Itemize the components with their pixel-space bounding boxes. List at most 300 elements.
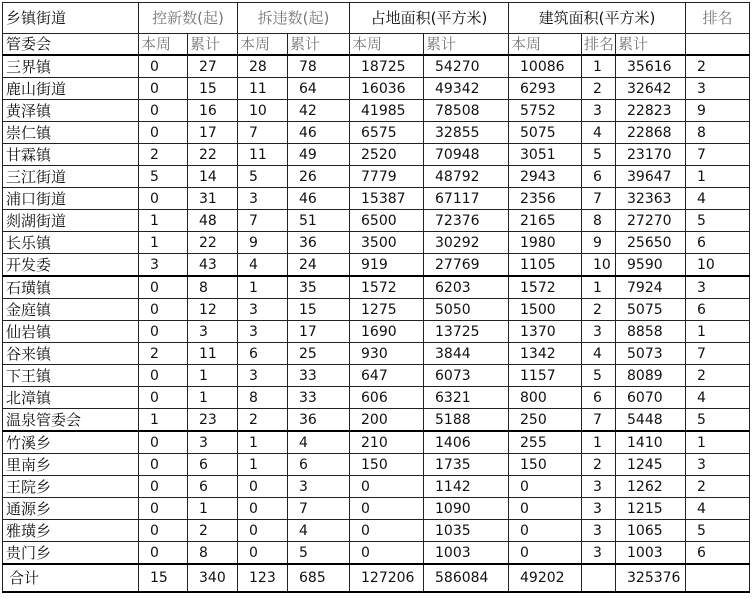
table-cell: 13725: [424, 321, 509, 343]
table-cell: 123: [238, 564, 288, 592]
table-cell: 6575: [350, 122, 424, 144]
table-cell: 5: [686, 520, 750, 542]
table-cell-name: 谷来镇: [3, 343, 139, 365]
table-row: [3, 232, 750, 254]
table-row: [3, 542, 750, 565]
table-cell: 5752: [509, 100, 582, 122]
table-cell: 1: [238, 431, 288, 454]
table-cell-name: 剡湖街道: [3, 210, 139, 232]
table-cell: 1735: [424, 454, 509, 476]
table-cell: 22868: [616, 122, 686, 144]
table-cell: 48: [188, 210, 238, 232]
table-cell: 6203: [424, 276, 509, 299]
table-cell: 36: [288, 232, 350, 254]
statistics-sheet: [2, 2, 749, 593]
table-cell: 7: [686, 343, 750, 365]
table-cell-name: 温泉管委会: [3, 409, 139, 432]
total-row: [3, 564, 750, 592]
table-cell: 41985: [350, 100, 424, 122]
table-cell: 5075: [509, 122, 582, 144]
table-cell-name: 三界镇: [3, 55, 139, 78]
table-row: [3, 476, 750, 498]
table-cell: 11: [238, 78, 288, 100]
table-cell: 6293: [509, 78, 582, 100]
table-row: [3, 55, 750, 78]
header-sub-total: 累计: [616, 34, 686, 56]
table-cell: 210: [350, 431, 424, 454]
table-cell: 12: [188, 299, 238, 321]
table-cell: 5: [139, 166, 188, 188]
table-cell: 1142: [424, 476, 509, 498]
table-cell: 3: [582, 520, 616, 542]
header-sub-empty: [686, 34, 750, 56]
table-cell: 3: [686, 276, 750, 299]
table-cell: 11: [188, 343, 238, 365]
table-cell: 5: [686, 210, 750, 232]
table-cell: 22: [188, 232, 238, 254]
table-cell-name: 三江街道: [3, 166, 139, 188]
table-cell: 10: [582, 254, 616, 277]
table-cell: 23: [188, 409, 238, 432]
table-row: [3, 299, 750, 321]
table-cell: 1342: [509, 343, 582, 365]
table-cell: 0: [139, 188, 188, 210]
table-cell: 1245: [616, 454, 686, 476]
table-cell: 1: [582, 55, 616, 78]
table-cell: 1035: [424, 520, 509, 542]
table-cell: 150: [509, 454, 582, 476]
table-cell: 0: [139, 100, 188, 122]
table-cell: 15: [288, 299, 350, 321]
table-cell: 2356: [509, 188, 582, 210]
header-sub-week: 本周: [238, 34, 288, 56]
table-cell: 1157: [509, 365, 582, 387]
table-cell: 3: [188, 431, 238, 454]
table-cell: 1370: [509, 321, 582, 343]
table-row: [3, 387, 750, 409]
table-cell: 17: [288, 321, 350, 343]
table-cell: 8089: [616, 365, 686, 387]
table-cell: 0: [509, 498, 582, 520]
table-cell: 6: [686, 232, 750, 254]
table-cell: 685: [288, 564, 350, 592]
table-cell: 919: [350, 254, 424, 277]
table-cell-name: 竹溪乡: [3, 431, 139, 454]
header-row-2: [3, 34, 750, 56]
table-cell: 17: [188, 122, 238, 144]
statistics-table: [2, 2, 750, 593]
table-cell: 22823: [616, 100, 686, 122]
table-cell: 7924: [616, 276, 686, 299]
table-cell: 1406: [424, 431, 509, 454]
table-row: [3, 343, 750, 365]
table-row: [3, 144, 750, 166]
table-cell: 0: [509, 520, 582, 542]
table-cell: 5448: [616, 409, 686, 432]
table-row: [3, 100, 750, 122]
table-cell: 2: [686, 365, 750, 387]
table-cell-name: 王院乡: [3, 476, 139, 498]
table-cell: 8858: [616, 321, 686, 343]
table-cell: 11: [238, 144, 288, 166]
table-cell-name: 下王镇: [3, 365, 139, 387]
table-cell: 930: [350, 343, 424, 365]
header-rank: 排名: [686, 3, 750, 34]
table-cell: 1980: [509, 232, 582, 254]
table-cell: 1003: [616, 542, 686, 565]
header-name: 乡镇街道: [3, 3, 139, 34]
table-cell: 10: [686, 254, 750, 277]
table-cell: 0: [350, 476, 424, 498]
table-row: [3, 210, 750, 232]
table-cell: 32855: [424, 122, 509, 144]
table-cell: 0: [238, 476, 288, 498]
table-cell: 24: [288, 254, 350, 277]
table-cell: 4: [288, 431, 350, 454]
table-cell: 3: [582, 321, 616, 343]
table-cell: 606: [350, 387, 424, 409]
table-cell: 23170: [616, 144, 686, 166]
table-cell: 2: [686, 55, 750, 78]
table-cell: 200: [350, 409, 424, 432]
table-cell: 2: [188, 520, 238, 542]
table-cell: 15387: [350, 188, 424, 210]
table-cell-name: 贵门乡: [3, 542, 139, 565]
table-cell: 0: [139, 299, 188, 321]
table-cell: 647: [350, 365, 424, 387]
table-cell: 0: [350, 542, 424, 565]
table-row: [3, 431, 750, 454]
table-cell: 3: [686, 454, 750, 476]
table-cell: 8: [582, 210, 616, 232]
table-cell: 2: [238, 409, 288, 432]
table-cell: 10: [238, 100, 288, 122]
table-cell: 33: [288, 387, 350, 409]
table-cell-name: 浦口街道: [3, 188, 139, 210]
table-cell-name: 黄泽镇: [3, 100, 139, 122]
table-cell: 39647: [616, 166, 686, 188]
table-cell: 1105: [509, 254, 582, 277]
table-cell: 3: [238, 321, 288, 343]
table-cell: 3: [188, 321, 238, 343]
table-cell: 32642: [616, 78, 686, 100]
table-cell: 5073: [616, 343, 686, 365]
table-cell: 3: [238, 299, 288, 321]
table-cell: 0: [139, 365, 188, 387]
table-cell: 6073: [424, 365, 509, 387]
table-cell: 1: [188, 387, 238, 409]
table-cell: 0: [139, 276, 188, 299]
table-cell: 8: [188, 276, 238, 299]
table-cell: 3: [238, 188, 288, 210]
table-cell: 3: [582, 476, 616, 498]
table-cell: 6: [288, 454, 350, 476]
table-cell: 5075: [616, 299, 686, 321]
table-cell: 2943: [509, 166, 582, 188]
table-cell: 0: [139, 122, 188, 144]
table-cell: 0: [238, 542, 288, 565]
table-cell: 7: [238, 210, 288, 232]
table-cell: 27: [188, 55, 238, 78]
table-row: [3, 166, 750, 188]
table-cell: 6: [188, 476, 238, 498]
table-cell: 2: [686, 476, 750, 498]
table-cell: 32363: [616, 188, 686, 210]
table-cell-name: 长乐镇: [3, 232, 139, 254]
table-cell: 2: [139, 144, 188, 166]
table-cell: 1090: [424, 498, 509, 520]
header-name-2: 管委会: [3, 34, 139, 56]
table-cell: 7779: [350, 166, 424, 188]
table-cell: 5: [686, 409, 750, 432]
table-cell: 3: [288, 476, 350, 498]
table-row: [3, 78, 750, 100]
table-cell: 3: [238, 365, 288, 387]
table-cell: 3: [582, 498, 616, 520]
table-cell: 0: [238, 498, 288, 520]
table-cell: 2165: [509, 210, 582, 232]
table-cell: 33: [288, 365, 350, 387]
table-cell: 1003: [424, 542, 509, 565]
table-cell: 42: [288, 100, 350, 122]
table-cell: 1215: [616, 498, 686, 520]
table-cell: 1065: [616, 520, 686, 542]
header-sub-total: 累计: [288, 34, 350, 56]
table-cell: 6: [188, 454, 238, 476]
table-cell: [582, 564, 616, 592]
header-row-1: [3, 3, 750, 34]
table-cell: 0: [509, 476, 582, 498]
table-row: [3, 254, 750, 277]
table-row: [3, 454, 750, 476]
table-cell: 1: [686, 321, 750, 343]
table-cell: 54270: [424, 55, 509, 78]
table-cell: 3500: [350, 232, 424, 254]
table-cell: 0: [139, 476, 188, 498]
table-cell: 28: [238, 55, 288, 78]
table-cell: 43: [188, 254, 238, 277]
table-cell: 31: [188, 188, 238, 210]
table-cell: 3: [139, 254, 188, 277]
table-cell: 0: [139, 520, 188, 542]
table-cell: 5: [288, 542, 350, 565]
table-cell: 9: [582, 232, 616, 254]
table-cell: 1572: [509, 276, 582, 299]
table-cell-name: 甘霖镇: [3, 144, 139, 166]
table-cell: 1: [188, 498, 238, 520]
table-row: [3, 520, 750, 542]
header-sub-total: 累计: [188, 34, 238, 56]
table-cell: 0: [509, 542, 582, 565]
table-cell: 1: [139, 232, 188, 254]
table-cell: 0: [139, 542, 188, 565]
table-cell-name: 金庭镇: [3, 299, 139, 321]
table-cell: 78508: [424, 100, 509, 122]
table-cell: 1: [139, 409, 188, 432]
table-cell: 586084: [424, 564, 509, 592]
table-cell: 0: [139, 387, 188, 409]
table-cell: 4: [686, 387, 750, 409]
table-cell: 6: [238, 343, 288, 365]
table-cell: 6070: [616, 387, 686, 409]
table-cell: 36: [288, 409, 350, 432]
table-cell: 3: [582, 542, 616, 565]
table-cell: 7: [288, 498, 350, 520]
table-cell-name: 崇仁镇: [3, 122, 139, 144]
table-cell: 4: [582, 122, 616, 144]
table-cell: 18725: [350, 55, 424, 78]
table-cell: 6500: [350, 210, 424, 232]
table-cell: 3: [686, 78, 750, 100]
table-cell: 3051: [509, 144, 582, 166]
table-cell: 0: [350, 498, 424, 520]
table-cell: 30292: [424, 232, 509, 254]
header-group-new-control: 控新数(起): [139, 3, 238, 34]
table-cell: 4: [686, 188, 750, 210]
table-cell: 127206: [350, 564, 424, 592]
table-cell: 49342: [424, 78, 509, 100]
table-cell: 3844: [424, 343, 509, 365]
table-cell: 3: [582, 100, 616, 122]
table-row: [3, 498, 750, 520]
table-cell: 1: [139, 210, 188, 232]
table-cell: 0: [139, 321, 188, 343]
table-cell: 6: [686, 299, 750, 321]
table-cell: 800: [509, 387, 582, 409]
table-cell: 8: [686, 122, 750, 144]
table-cell: 6: [582, 166, 616, 188]
table-cell: 9: [238, 232, 288, 254]
table-cell: 2: [582, 78, 616, 100]
table-cell-name: 开发委: [3, 254, 139, 277]
table-cell: 4: [288, 520, 350, 542]
table-cell: 1: [238, 454, 288, 476]
table-cell: 15: [139, 564, 188, 592]
table-cell: 5188: [424, 409, 509, 432]
table-cell: 22: [188, 144, 238, 166]
table-cell: 0: [350, 520, 424, 542]
table-cell: 0: [238, 520, 288, 542]
table-cell: 27270: [616, 210, 686, 232]
table-cell: 5: [238, 166, 288, 188]
header-sub-week: 本周: [350, 34, 424, 56]
table-cell: 2: [582, 454, 616, 476]
table-cell: 48792: [424, 166, 509, 188]
table-cell: 14: [188, 166, 238, 188]
table-cell: 8: [238, 387, 288, 409]
table-row: [3, 409, 750, 432]
header-sub-rank: 排名: [582, 34, 616, 56]
table-cell: 51: [288, 210, 350, 232]
header-group-building-area: 建筑面积(平方米): [509, 3, 686, 34]
table-cell: 35616: [616, 55, 686, 78]
table-cell: 0: [139, 78, 188, 100]
table-cell: 7: [686, 144, 750, 166]
table-cell-name: 北漳镇: [3, 387, 139, 409]
table-cell: 16: [188, 100, 238, 122]
table-cell: 6: [686, 542, 750, 565]
table-cell: 16036: [350, 78, 424, 100]
header-sub-week: 本周: [509, 34, 582, 56]
table-cell: 325376: [616, 564, 686, 592]
table-cell: [686, 564, 750, 592]
table-cell: 0: [139, 431, 188, 454]
table-cell: 4: [686, 498, 750, 520]
table-cell: 2: [582, 299, 616, 321]
table-cell: 0: [139, 454, 188, 476]
table-cell: 72376: [424, 210, 509, 232]
table-cell: 1690: [350, 321, 424, 343]
table-cell: 1275: [350, 299, 424, 321]
table-cell: 25: [288, 343, 350, 365]
table-cell: 2520: [350, 144, 424, 166]
table-cell: 1262: [616, 476, 686, 498]
table-cell: 1: [582, 431, 616, 454]
table-cell: 64: [288, 78, 350, 100]
table-cell: 27769: [424, 254, 509, 277]
table-cell: 78: [288, 55, 350, 78]
table-cell: 255: [509, 431, 582, 454]
table-cell: 2: [139, 343, 188, 365]
header-group-land-area: 占地面积(平方米): [350, 3, 509, 34]
table-cell: 9: [686, 100, 750, 122]
table-cell: 1: [238, 276, 288, 299]
table-cell: 150: [350, 454, 424, 476]
table-cell: 26: [288, 166, 350, 188]
table-cell: 4: [238, 254, 288, 277]
table-cell: 6: [582, 387, 616, 409]
table-cell: 1: [686, 166, 750, 188]
table-cell-name: 雅璜乡: [3, 520, 139, 542]
table-cell: 4: [582, 343, 616, 365]
table-row: [3, 122, 750, 144]
table-cell: 1: [686, 431, 750, 454]
table-cell: 1: [582, 276, 616, 299]
table-cell: 7: [238, 122, 288, 144]
table-cell-name: 仙岩镇: [3, 321, 139, 343]
table-cell: 5: [582, 365, 616, 387]
header-sub-week: 本周: [139, 34, 188, 56]
table-cell: 70948: [424, 144, 509, 166]
table-cell: 1410: [616, 431, 686, 454]
table-cell-name: 通源乡: [3, 498, 139, 520]
table-cell: 1: [188, 365, 238, 387]
table-cell: 46: [288, 188, 350, 210]
table-cell: 0: [139, 55, 188, 78]
table-row: [3, 365, 750, 387]
table-cell: 15: [188, 78, 238, 100]
table-cell: 25650: [616, 232, 686, 254]
table-cell: 1500: [509, 299, 582, 321]
table-cell: 35: [288, 276, 350, 299]
table-cell: 9590: [616, 254, 686, 277]
table-cell: 49202: [509, 564, 582, 592]
table-cell: 10086: [509, 55, 582, 78]
table-cell-name: 里南乡: [3, 454, 139, 476]
table-cell: 7: [582, 409, 616, 432]
header-sub-total: 累计: [424, 34, 509, 56]
table-cell: 0: [139, 498, 188, 520]
table-cell: 6321: [424, 387, 509, 409]
table-cell: 49: [288, 144, 350, 166]
table-cell: 5050: [424, 299, 509, 321]
table-cell: 8: [188, 542, 238, 565]
table-cell: 46: [288, 122, 350, 144]
table-cell-name: 合计: [3, 564, 139, 592]
table-cell: 1572: [350, 276, 424, 299]
table-cell: 250: [509, 409, 582, 432]
table-row: [3, 188, 750, 210]
